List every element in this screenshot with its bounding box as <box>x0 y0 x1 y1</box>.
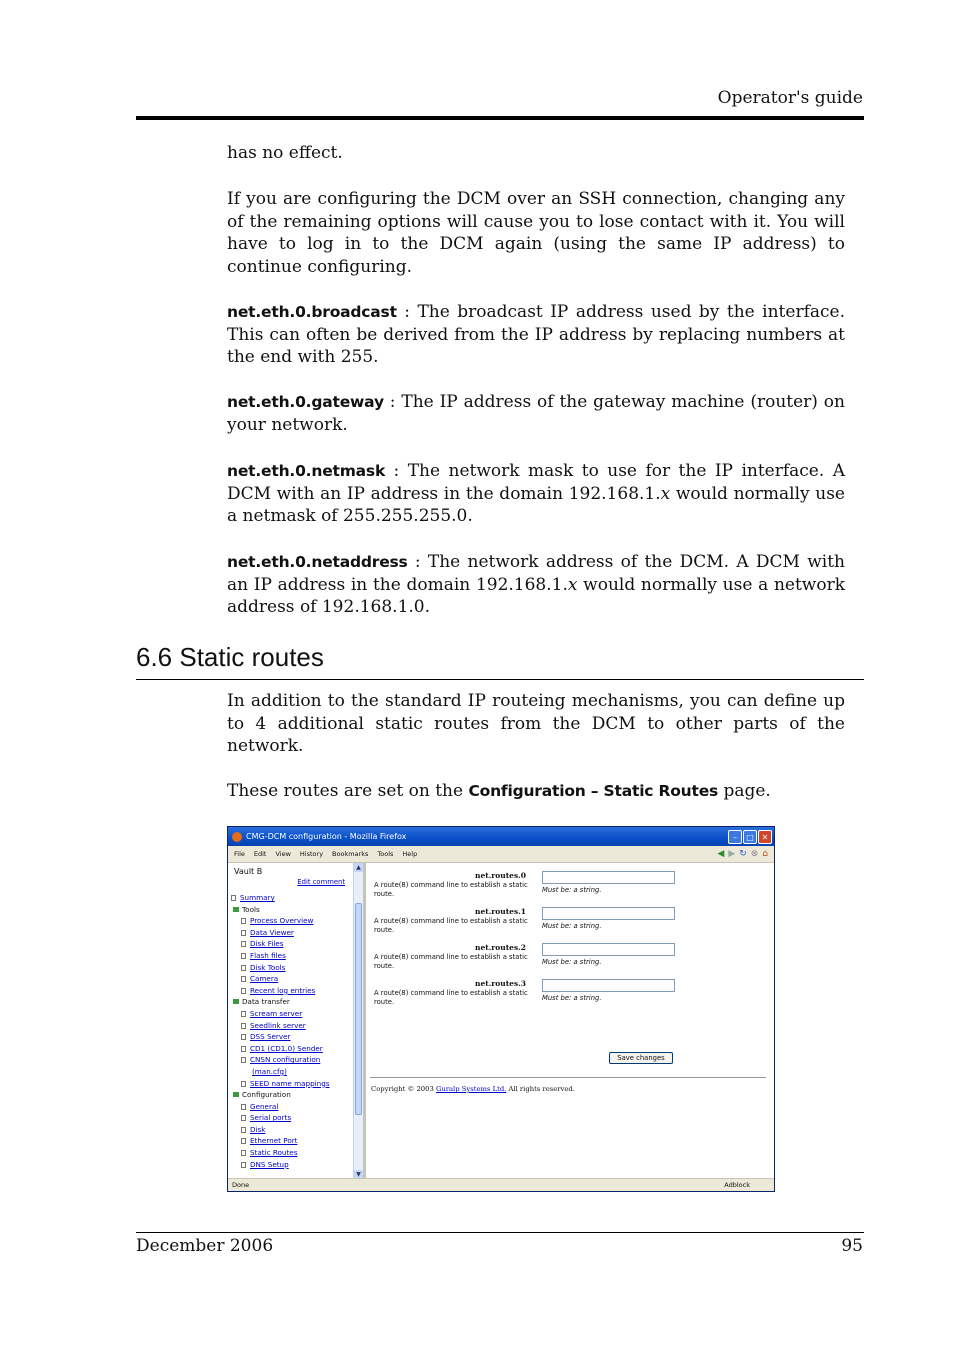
guralp-link[interactable]: Guralp Systems Ltd. <box>435 1085 507 1093</box>
window-controls <box>728 830 772 844</box>
netmask-text-b: would normally use a netmask of 255.255.255.0. <box>227 483 845 526</box>
page-icon <box>241 1011 246 1017</box>
route-description: A route(8) command line to establish a static route. <box>374 989 528 1006</box>
page-frame <box>228 863 774 1179</box>
route-description: A route(8) command line to establish a static route. <box>374 917 528 934</box>
page-icon <box>241 1138 246 1144</box>
route-input[interactable] <box>542 943 675 956</box>
sidebar-link[interactable]: Ethernet Port <box>250 1136 298 1146</box>
sidebar-item-ethernet-port[interactable] <box>232 1135 363 1147</box>
term-broadcast: net.eth.0.broadcast <box>227 303 397 321</box>
broadcast-text: : The broadcast IP address used by the interface. This can often be derived from the IP address by replacing numbers at the end with 255. <box>227 302 845 367</box>
page-icon <box>241 1104 246 1110</box>
vault-label: Vault B <box>234 867 263 876</box>
netmask-x: x <box>660 483 671 504</box>
netaddress-x: x <box>567 574 578 595</box>
browser-screenshot <box>227 826 775 1192</box>
scroll-up-icon[interactable]: ▲ <box>354 863 363 872</box>
sidebar-item-flash-files[interactable] <box>232 950 363 962</box>
sidebar-link[interactable]: Disk Files <box>250 939 284 949</box>
term-config-static-routes: Configuration – Static Routes <box>468 782 719 800</box>
page-icon <box>241 1046 246 1052</box>
sidebar-link[interactable]: Recent log entries <box>250 985 316 995</box>
firefox-icon <box>232 832 242 842</box>
sidebar-folder-tools <box>232 904 363 916</box>
sidebar-link[interactable]: Seedlink server <box>250 1020 306 1030</box>
routes-page-text-a: These routes are set on the <box>227 781 469 801</box>
sidebar-folder-configuration <box>232 1089 363 1101</box>
paragraph-ssh: If you are configuring the DCM over an SSH connection, changing any of the remaining options will cause you to lose contact with it. You will have to log in to the DCM again (using the same IP address) to continue configuring. <box>227 189 845 277</box>
paragraph-netaddress <box>227 551 845 619</box>
route-hint: Must be: a string. <box>542 922 602 930</box>
copyright-text-b: All rights reserved. <box>506 1085 575 1093</box>
page-icon <box>241 1023 246 1029</box>
page-icon <box>241 965 246 971</box>
menu-help[interactable]: Help <box>402 850 418 858</box>
footer-rule <box>136 1232 864 1233</box>
scroll-down-icon[interactable]: ▼ <box>354 1170 363 1179</box>
folder-icon <box>233 907 239 912</box>
sidebar-link[interactable]: CNSN configuration <box>250 1055 321 1065</box>
page-icon <box>241 1162 246 1168</box>
sidebar-item-process-overview[interactable] <box>232 915 363 927</box>
paragraph-routes-page <box>227 780 845 803</box>
sidebar-link[interactable]: Scream server <box>250 1008 303 1018</box>
menu-view[interactable]: View <box>275 850 291 858</box>
save-changes-button[interactable]: Save changes <box>609 1052 673 1064</box>
sidebar-link[interactable]: Disk <box>250 1124 266 1134</box>
route-input[interactable] <box>542 871 675 884</box>
menu-file[interactable]: File <box>234 850 245 858</box>
copyright-text-a: Copyright © 2003 <box>371 1085 436 1093</box>
page-icon <box>241 1034 246 1040</box>
sidebar-link[interactable]: General <box>250 1101 279 1111</box>
sidebar-item-data-viewer[interactable] <box>232 927 363 939</box>
home-icon[interactable]: ⌂ <box>762 849 768 859</box>
page-icon <box>231 895 236 901</box>
paragraph-gateway <box>227 391 845 436</box>
route-name: net.routes.0 <box>475 871 526 880</box>
paragraph-no-effect: has no effect. <box>227 143 343 163</box>
sidebar-link[interactable]: Data Viewer <box>250 927 294 937</box>
edit-comment-link[interactable]: Edit comment <box>297 878 345 886</box>
term-gateway: net.eth.0.gateway <box>227 393 384 411</box>
footer-date: December 2006 <box>136 1236 274 1256</box>
folder-icon <box>233 1092 239 1097</box>
sidebar-link[interactable]: DSS Server <box>250 1032 291 1042</box>
minimize-icon[interactable]: – <box>728 830 742 844</box>
sidebar-item-scream-server[interactable] <box>232 1008 363 1020</box>
gateway-text: : The IP address of the gateway machine (router) on your network. <box>227 392 845 435</box>
window-titlebar <box>228 827 774 846</box>
sidebar-item-seedlink-server[interactable] <box>232 1020 363 1032</box>
stop-icon[interactable]: ⊗ <box>750 849 759 859</box>
status-bar <box>228 1178 774 1191</box>
page-icon <box>241 941 246 947</box>
page-icon <box>241 976 246 982</box>
sidebar-item-camera[interactable] <box>232 973 363 985</box>
back-arrow-icon[interactable]: ◀ <box>717 849 725 859</box>
sidebar-item-seed-name-mappings[interactable] <box>232 1078 363 1090</box>
section-rule <box>136 679 864 680</box>
sidebar-item-static-routes[interactable] <box>232 1147 363 1159</box>
sidebar-link[interactable]: (man.cfg) <box>252 1066 287 1076</box>
netaddress-text-b: would normally use a network address of 192.168.1.0. <box>227 574 846 617</box>
route-hint: Must be: a string. <box>542 958 602 966</box>
sidebar-item-general[interactable] <box>232 1101 363 1113</box>
scroll-thumb[interactable] <box>355 903 362 1115</box>
term-netmask: net.eth.0.netmask <box>227 462 386 480</box>
header-text: Operator's guide <box>717 88 863 108</box>
sidebar-item-cd1-sender[interactable] <box>232 1043 363 1055</box>
sidebar <box>228 863 366 1179</box>
page-icon <box>241 1150 246 1156</box>
sidebar-item-recent-log[interactable] <box>232 985 363 997</box>
sidebar-link[interactable]: Disk Tools <box>250 962 286 972</box>
route-hint: Must be: a string. <box>542 886 602 894</box>
section-heading: 6.6 Static routes <box>136 642 324 672</box>
netmask-text-a: : The network mask to use for the IP interface. A DCM with an IP address in the domain 192.168.1. <box>227 461 845 504</box>
sidebar-scrollbar[interactable] <box>353 863 363 1179</box>
route-name: net.routes.2 <box>475 943 526 952</box>
route-input[interactable] <box>542 979 675 992</box>
sidebar-item-summary[interactable] <box>232 892 363 904</box>
term-netaddress: net.eth.0.netaddress <box>227 553 408 571</box>
page-icon <box>241 1127 246 1133</box>
sidebar-item-dss-server[interactable] <box>232 1031 363 1043</box>
menu-tools[interactable]: Tools <box>377 850 394 858</box>
main-content <box>366 863 774 1179</box>
sidebar-item-serial-ports[interactable] <box>232 1112 363 1124</box>
sidebar-link[interactable]: Camera <box>250 974 279 984</box>
menu-bar <box>228 846 774 863</box>
routes-page-text-b: page. <box>718 781 771 801</box>
sidebar-link[interactable]: Serial ports <box>250 1113 292 1123</box>
paragraph-netmask <box>227 460 845 528</box>
menu-bookmarks[interactable]: Bookmarks <box>332 850 369 858</box>
close-icon[interactable]: ✕ <box>758 830 772 844</box>
sidebar-item-disk[interactable] <box>232 1124 363 1136</box>
reload-icon[interactable]: ↻ <box>739 849 747 859</box>
page-icon <box>241 988 246 994</box>
header-rule <box>136 116 864 120</box>
sidebar-item-cnsn-config-file[interactable] <box>232 1066 363 1078</box>
sidebar-folder-data-transfer <box>232 996 363 1008</box>
paragraph-broadcast <box>227 301 845 369</box>
route-hint: Must be: a string. <box>542 994 602 1002</box>
sidebar-item-cnsn-config[interactable] <box>232 1054 363 1066</box>
copyright-notice <box>371 1085 575 1093</box>
maximize-icon[interactable]: □ <box>743 830 757 844</box>
sidebar-link[interactable]: CD1 (CD1.0) Sender <box>250 1043 323 1053</box>
sidebar-folder-label: Configuration <box>242 1090 291 1100</box>
content-divider <box>370 1077 766 1078</box>
page-number: 95 <box>841 1236 863 1256</box>
sidebar-link[interactable]: Summary <box>240 893 275 902</box>
route-input[interactable] <box>542 907 675 920</box>
route-description: A route(8) command line to establish a static route. <box>374 953 528 970</box>
sidebar-item-disk-files[interactable] <box>232 938 363 950</box>
sidebar-item-dns-setup[interactable] <box>232 1159 363 1171</box>
sidebar-link[interactable]: SEED name mappings <box>250 1078 330 1088</box>
route-description: A route(8) command line to establish a static route. <box>374 881 528 898</box>
sidebar-folder-label: Tools <box>242 904 260 914</box>
page-icon <box>241 1081 246 1087</box>
window-title: CMG-DCM configuration - Mozilla Firefox <box>246 832 407 841</box>
sidebar-folder-label: Data transfer <box>242 997 290 1007</box>
nav-tree <box>232 892 363 1170</box>
folder-icon <box>233 999 239 1004</box>
page-icon <box>241 1057 246 1063</box>
menu-edit[interactable]: Edit <box>253 850 267 858</box>
forward-arrow-icon[interactable]: ▶ <box>728 849 736 859</box>
netaddress-text-a: : The network address of the DCM. A DCM with an IP address in the domain 192.168.1. <box>227 552 845 595</box>
sidebar-link[interactable]: DNS Setup <box>250 1159 289 1169</box>
sidebar-link[interactable]: Process Overview <box>250 916 314 926</box>
sidebar-link[interactable]: Static Routes <box>250 1148 298 1158</box>
route-name: net.routes.1 <box>475 907 526 916</box>
page-icon <box>241 953 246 959</box>
menu-history[interactable]: History <box>299 850 324 858</box>
adblock-label[interactable]: Adblock <box>724 1181 750 1189</box>
page-icon <box>241 1115 246 1121</box>
nav-toolbar <box>717 849 768 859</box>
sidebar-link[interactable]: Flash files <box>250 950 286 960</box>
paragraph-static-routes-intro: In addition to the standard IP routeing mechanisms, you can define up to 4 additional static routes from the DCM to other parts of the network. <box>227 691 845 756</box>
page-icon <box>241 930 246 936</box>
route-name: net.routes.3 <box>475 979 526 988</box>
page-icon <box>241 918 246 924</box>
status-text: Done <box>232 1181 250 1189</box>
sidebar-item-disk-tools[interactable] <box>232 962 363 974</box>
